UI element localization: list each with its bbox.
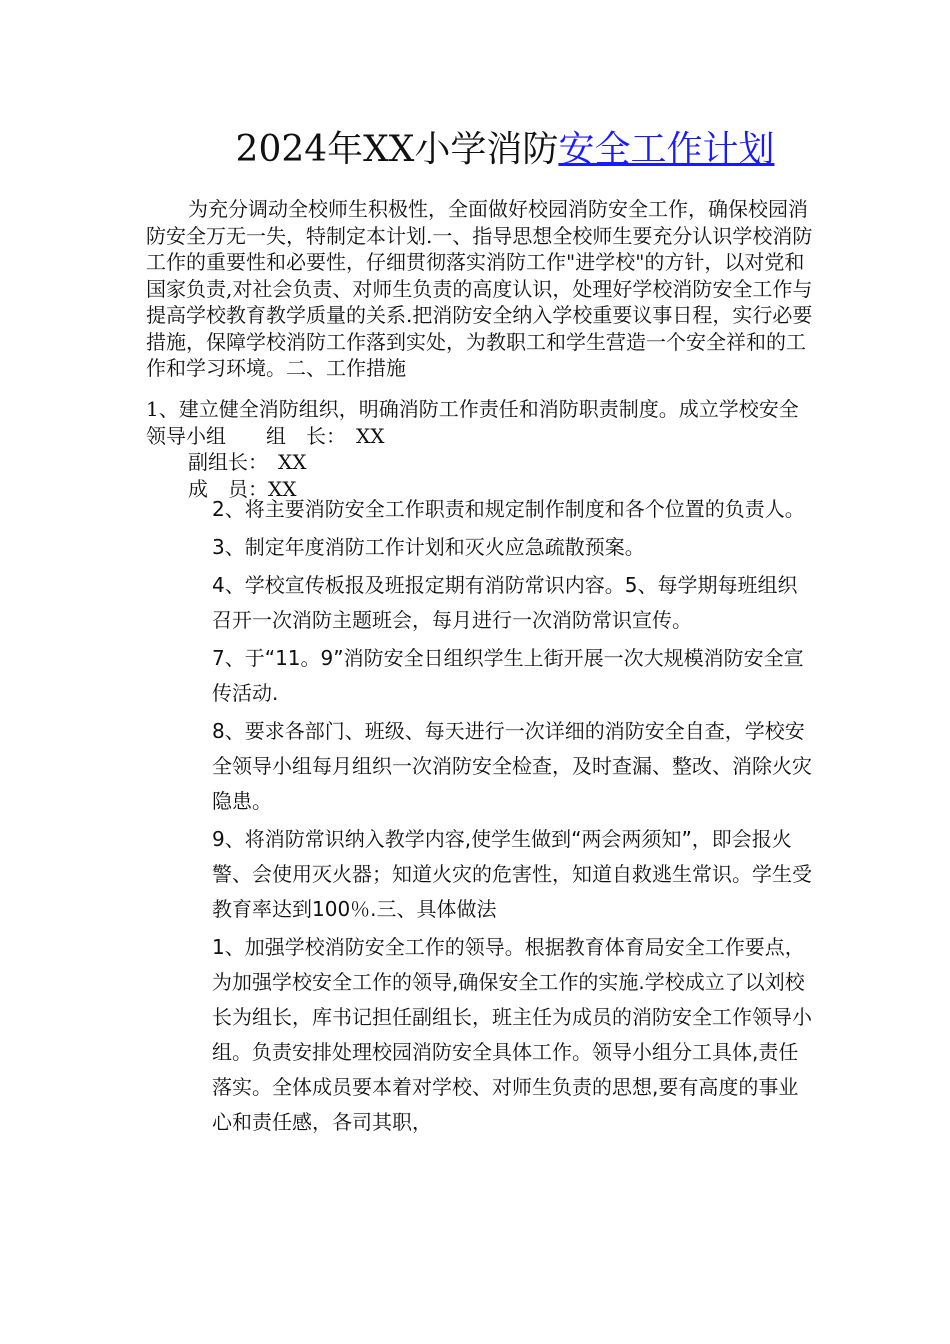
list-item: 8、要求各部门、班级、每天进行一次详细的消防安全自查，学校安全领导小组每月组织一次消防安全检查，及时查漏、整改、消除火灾隐患。 (212, 719, 812, 813)
list-item: 2、将主要消防安全工作职责和规定制作制度和各个位置的负责人。 (212, 497, 805, 521)
list-item: 4、学校宣传板报及班报定期有消防常识内容。5、每学期每班组织召开一次消防主题班会，每月进行一次消防常识宣传。 (212, 573, 798, 632)
organization-block (146, 396, 814, 502)
item-1-paragraph: 1、建立健全消防组织，明确消防工作责任和消防职责制度。成立学校安全领导小组 组 长： XX (146, 397, 799, 448)
list-item: 1、加强学校消防安全工作的领导。根据教育体育局安全工作要点，为加强学校安全工作的领导,确保安全工作的实施.学校成立了以刘校长为组长，库书记担任副组长，班主任为成员的消防安全工作领导小组。负责安排处理校园消防安全具体工作。领导小组分工具体,责任落实。全体成员要本着对学校、对师生负责的思想,要有高度的事业心和责任感，各司其职， (212, 935, 812, 1134)
list-item: 7、于“11。9”消防安全日组织学生上街开展一次大规模消防安全宣传活动. (212, 646, 804, 705)
members-line: 成 员：XX (188, 476, 297, 501)
list-item: 9、将消防常识纳入教学内容,使学生做到“两会两须知”，即会报火警、会使用灭火器；知道火灾的危害性，知道自救逃生常识。学生受教育率达到100％.三、具体做法 (212, 827, 812, 921)
title-link[interactable]: 安全工作计划 (558, 129, 775, 170)
vice-leader-line: 副组长： XX (188, 450, 307, 474)
page-title (0, 124, 950, 176)
measures-list (212, 492, 812, 1143)
list-item: 3、制定年度消防工作计划和灭火应急疏散预案。 (212, 535, 645, 559)
title-text: 2024年XX小学消防 (235, 129, 559, 170)
intro-paragraph: 为充分调动全校师生积极性，全面做好校园消防安全工作，确保校园消防安全万无一失，特制定本计划.一、指导思想全校师生要充分认识学校消防工作的重要性和必要性，仔细贯彻落实消防工作"进学校"的方针，以对党和国家负责,对社会负责、对师生负责的高度认识，处理好学校消防安全工作与提高学校教育教学质量的关系.把消防安全纳入学校重要议事日程，实行必要措施，保障学校消防工作落到实处，为教职工和学生营造一个安全祥和的工作和学习环境。二、工作措施 (146, 197, 813, 380)
